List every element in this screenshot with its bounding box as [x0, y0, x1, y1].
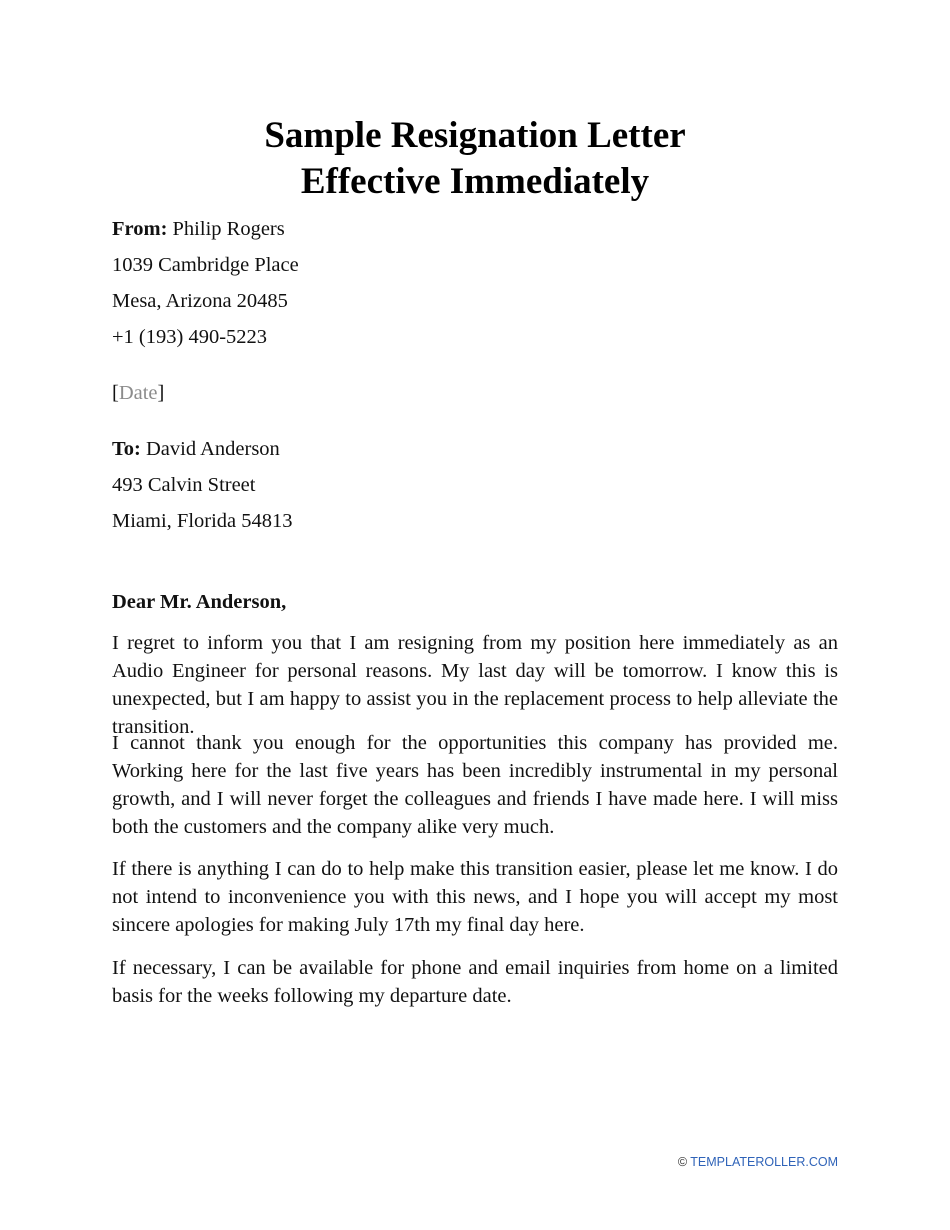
sender-name: Philip Rogers [172, 218, 285, 240]
recipient-name-line [112, 436, 280, 462]
footer-credit [678, 1154, 838, 1170]
sender-city: Mesa, Arizona 20485 [112, 290, 288, 312]
to-label: To: [112, 438, 141, 460]
paragraph-1: I regret to inform you that I am resigning from my position here immediately as an Audio Engineer for personal reasons. My last day will be tomorrow. I know this is unexpected, but I am happy to assist you in the replacement process to help alleviate the transition. [112, 632, 838, 738]
sender-name-line [112, 216, 285, 242]
from-label: From: [112, 218, 168, 240]
paragraph-3: If there is anything I can do to help make this transition easier, please let me know. I do not intend to inconvenience you with this news, and I hope you will accept my most sincere apologies for making July 17th my final day here. [112, 858, 838, 936]
date-placeholder: Date [118, 382, 158, 404]
paragraph-2: I cannot thank you enough for the opportunities this company has provided me. Working here for the last five years has been incredibly instrumental in my personal growth, and I will never forget the colleagues and friends I have made here. I will miss both the customers and the company alike very much. [112, 732, 838, 838]
title-line-2: Effective Immediately [300, 161, 650, 202]
document-title [0, 113, 950, 205]
recipient-city: Miami, Florida 54813 [112, 510, 293, 532]
templateroller-link[interactable]: TEMPLATEROLLER.COM [690, 1155, 838, 1169]
date-bracket-open: [ [112, 382, 119, 404]
salutation: Dear Mr. Anderson, [112, 591, 287, 613]
copyright-icon: © [677, 1155, 688, 1169]
sender-phone: +1 (193) 490-5223 [112, 326, 268, 348]
date-field [112, 380, 164, 406]
date-bracket-close: ] [157, 382, 165, 404]
sender-street: 1039 Cambridge Place [112, 254, 299, 276]
recipient-name: David Anderson [146, 438, 280, 460]
title-line-1: Sample Resignation Letter [264, 115, 686, 156]
recipient-street: 493 Calvin Street [112, 474, 256, 496]
paragraph-4: If necessary, I can be available for phone and email inquiries from home on a limited basis for the weeks following my departure date. [112, 957, 838, 1007]
